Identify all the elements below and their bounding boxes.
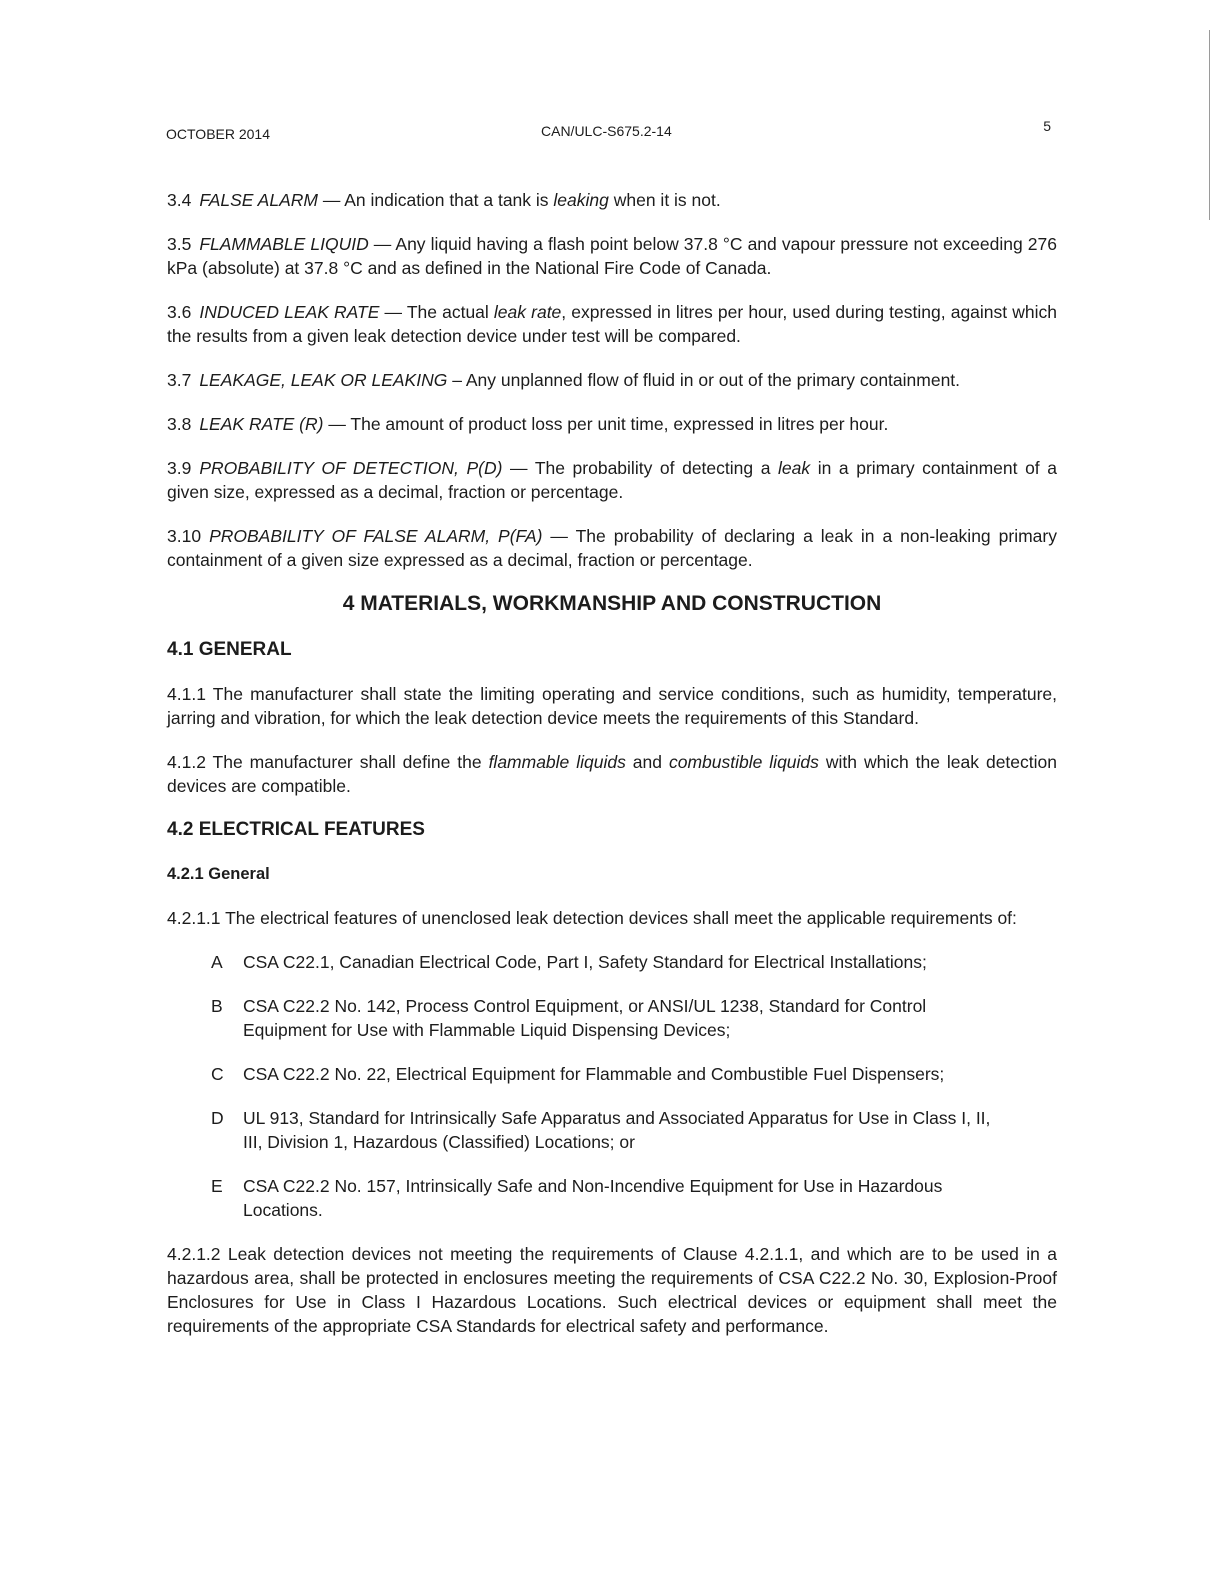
list-item: [211, 1062, 1057, 1086]
list-letter: C: [211, 1064, 224, 1084]
list-item: [211, 1106, 1057, 1154]
clause-4-2-1-2: 4.2.1.2 Leak detection devices not meeting the requirements of Clause 4.2.1.1, and which are to be used in a hazardous area, shall be protected in enclosures meeting the requirements of CSA C22.2 No. 30, Explosion-Proof Enclosures for Use in Class I Hazardous Locations. Such electrical devices or equipment shall meet the requirements of the appropriate CSA Standards for electrical safety and performance.: [167, 1244, 1057, 1336]
definition-3-10: 3.10 PROBABILITY OF FALSE ALARM, P(FA) — The probability of declaring a leak in a non-leaking primary containment of a given size expressed as a decimal, fraction or percentage.: [167, 526, 1057, 570]
definition-3-4: 3.4 FALSE ALARM — An indication that a tank is leaking when it is not.: [167, 190, 721, 210]
header-date: OCTOBER 2014: [166, 126, 271, 142]
list-item: [211, 950, 1057, 974]
definition-3-6: 3.6 INDUCED LEAK RATE — The actual leak rate, expressed in litres per hour, used during testing, against which the results from a given leak detection device under test will be compared.: [167, 302, 1058, 346]
definition-term: FLAMMABLE LIQUID: [199, 234, 369, 254]
list-letter: D: [211, 1108, 224, 1128]
list-letter: A: [211, 952, 223, 972]
list-text: CSA C22.2 No. 142, Process Control Equipment, or ANSI/UL 1238, Standard for Control Equipment for Use with Flammable Liquid Dispensing Devices;: [243, 996, 927, 1040]
scan-edge-line: [1209, 30, 1210, 220]
list-item: [211, 994, 1057, 1042]
clause-4-1-1: 4.1.1 The manufacturer shall state the limiting operating and service conditions, such as humidity, temperature, jarring and vibration, for which the leak detection device meets the requirements of this Standard.: [167, 684, 1057, 728]
list-letter: E: [211, 1176, 223, 1196]
clause-4-1-2: 4.1.2 The manufacturer shall define the flammable liquids and combustible liquids with which the leak detection devices are compatible.: [167, 752, 1057, 796]
section-4-1-title: 4.1 GENERAL: [167, 639, 292, 660]
section-4-2-title: 4.2 ELECTRICAL FEATURES: [167, 819, 425, 840]
list-text: CSA C22.2 No. 22, Electrical Equipment for Flammable and Combustible Fuel Dispensers;: [243, 1064, 945, 1084]
list-letter: B: [211, 996, 223, 1016]
list-text: UL 913, Standard for Intrinsically Safe Apparatus and Associated Apparatus for Use in Class I, II, III, Division 1, Hazardous (Classified) Locations; or: [243, 1108, 991, 1152]
list-item: [211, 1174, 1057, 1222]
page-header: [166, 118, 1056, 142]
requirements-list: [211, 950, 1057, 1222]
definition-3-7: 3.7 LEAKAGE, LEAK OR LEAKING – Any unplanned flow of fluid in or out of the primary containment.: [167, 370, 961, 390]
definition-term: LEAKAGE, LEAK OR LEAKING: [199, 370, 448, 390]
page-body: [167, 188, 1057, 1358]
definition-term: PROBABILITY OF FALSE ALARM, P(FA): [209, 526, 543, 546]
section-4-title: 4 MATERIALS, WORKMANSHIP AND CONSTRUCTION: [342, 592, 882, 615]
header-page-number: 5: [1043, 118, 1051, 134]
header-standard: CAN/ULC-S675.2-14: [541, 123, 672, 139]
definition-3-5: 3.5 FLAMMABLE LIQUID — Any liquid having a flash point below 37.8 °C and vapour pressure not exceeding 276 kPa (absolute) at 37.8 °C and as defined in the National Fire Code of Canada.: [167, 234, 1057, 278]
clause-4-2-1-1: 4.2.1.1 The electrical features of unenclosed leak detection devices shall meet the applicable requirements of:: [167, 908, 1017, 928]
definition-3-8: 3.8 LEAK RATE (R) — The amount of product loss per unit time, expressed in litres per hour.: [167, 414, 889, 434]
list-text: CSA C22.1, Canadian Electrical Code, Part I, Safety Standard for Electrical Installations;: [243, 952, 927, 972]
definition-term: PROBABILITY OF DETECTION, P(D): [199, 458, 503, 478]
list-text: CSA C22.2 No. 157, Intrinsically Safe and Non-Incendive Equipment for Use in Hazardous Locations.: [243, 1176, 943, 1220]
section-4-2-1-title: 4.2.1 General: [167, 865, 270, 883]
definition-term: FALSE ALARM: [199, 190, 318, 210]
definition-term: INDUCED LEAK RATE: [199, 302, 380, 322]
definition-term: LEAK RATE (R): [199, 414, 324, 434]
definition-3-9: 3.9 PROBABILITY OF DETECTION, P(D) — The probability of detecting a leak in a primary containment of a given size, expressed as a decimal, fraction or percentage.: [167, 458, 1057, 502]
